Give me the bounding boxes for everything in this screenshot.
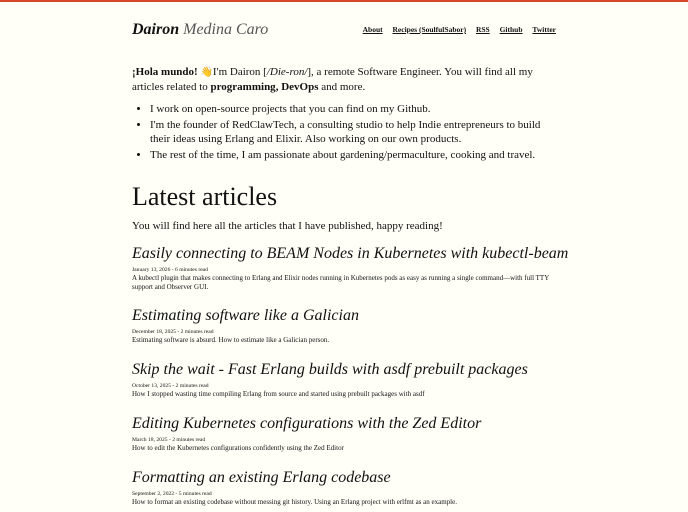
articles-link[interactable]: articles (132, 81, 164, 93)
article-title-link[interactable]: Skip the wait - Fast Erlang builds with asdf prebuilt packages (132, 361, 528, 378)
logo-last-name: Medina Caro (183, 21, 269, 38)
list-item (150, 102, 556, 117)
list-text: The rest of the time, I am passionate about gardening/permaculture, cooking and travel. (150, 148, 536, 161)
nav-rss[interactable]: RSS (475, 25, 490, 34)
list-item (150, 118, 556, 147)
intro-text: related to (163, 81, 211, 93)
article-meta: March 18, 2025 - 2 minutes read (132, 437, 206, 443)
nav-about[interactable]: About (362, 25, 383, 34)
pronunciation: /Die-ron/ (266, 66, 308, 78)
nav-github[interactable]: Github (499, 25, 523, 34)
article-meta: January 13, 2026 - 6 minutes read (132, 267, 208, 273)
article-meta: December 18, 2025 - 2 minutes read (132, 329, 214, 335)
nav-recipes[interactable]: Recipes (SoulfulSabor) (392, 25, 467, 34)
site-logo[interactable] (132, 21, 268, 39)
intro-text: and more. (318, 81, 366, 93)
redclawtech-link[interactable]: RedClawTech (232, 118, 295, 131)
article-entry (132, 415, 556, 453)
latest-articles-heading: Latest articles (132, 182, 278, 211)
programming-keyword: programming (210, 81, 276, 93)
list-text: , a consulting studio to help Indie entrepreneurs to build their ideas using Erlang and Elixir. Also working on our own products. (150, 118, 541, 145)
latest-articles-subtitle: You will find here all the articles that I have published, happy reading! (132, 220, 443, 232)
main-nav (355, 25, 556, 34)
devops-keyword: DevOps (281, 81, 319, 93)
article-entry (132, 469, 556, 507)
intro-text: I'm Dairon [ (212, 66, 267, 78)
intro-text: ], a remote Software Engineer. You will find all my (307, 66, 533, 78)
list-text: that you can find on my Github. (286, 103, 431, 115)
article-description: How I stopped wasting time compiling Erlang from source and started using prebuilt packages with asdf (132, 390, 425, 398)
article-entry (132, 245, 569, 291)
article-entry (132, 361, 556, 399)
article-description: Estimating software is absurd. How to estimate like a Galician person. (132, 336, 330, 344)
article-meta: October 13, 2025 - 2 minutes read (132, 383, 209, 389)
intro-paragraph (132, 65, 556, 95)
intro-section (132, 65, 556, 163)
article-description: How to format an existing codebase without messing git history. Using an Erlang project with erlfmt as an example. (132, 498, 457, 506)
intro-list (132, 102, 556, 162)
logo-first-name: Dairon (132, 21, 180, 38)
open-source-link[interactable]: open-source projects (195, 103, 287, 115)
article-meta: September 2, 2022 - 5 minutes read (132, 491, 212, 497)
article-description: A kubectl plugin that makes connecting to Erlang and Elixir nodes running in Kubernetes pods as easy as running a single command—with full TTY support and Observer GUI. (132, 274, 549, 291)
waving-hand-icon: 👋 (200, 67, 213, 78)
article-entry (132, 307, 556, 345)
site-header (132, 21, 556, 41)
article-description: How to edit the Kubernetes configurations confidently using the Zed Editor (132, 444, 344, 452)
list-text: I'm the founder of (150, 118, 233, 131)
intro-text: , (275, 81, 282, 93)
greeting: ¡Hola mundo! (132, 66, 198, 78)
article-title-link[interactable]: Formatting an existing Erlang codebase (132, 469, 391, 486)
nav-twitter[interactable]: Twitter (532, 25, 556, 34)
list-item (150, 148, 556, 163)
list-text: I work on (150, 103, 196, 115)
article-title-link[interactable]: Easily connecting to BEAM Nodes in Kubernetes with kubectl-beam (132, 245, 569, 262)
article-title-link[interactable]: Editing Kubernetes configurations with the Zed Editor (132, 415, 482, 432)
article-title-link[interactable]: Estimating software like a Galician (132, 307, 359, 324)
